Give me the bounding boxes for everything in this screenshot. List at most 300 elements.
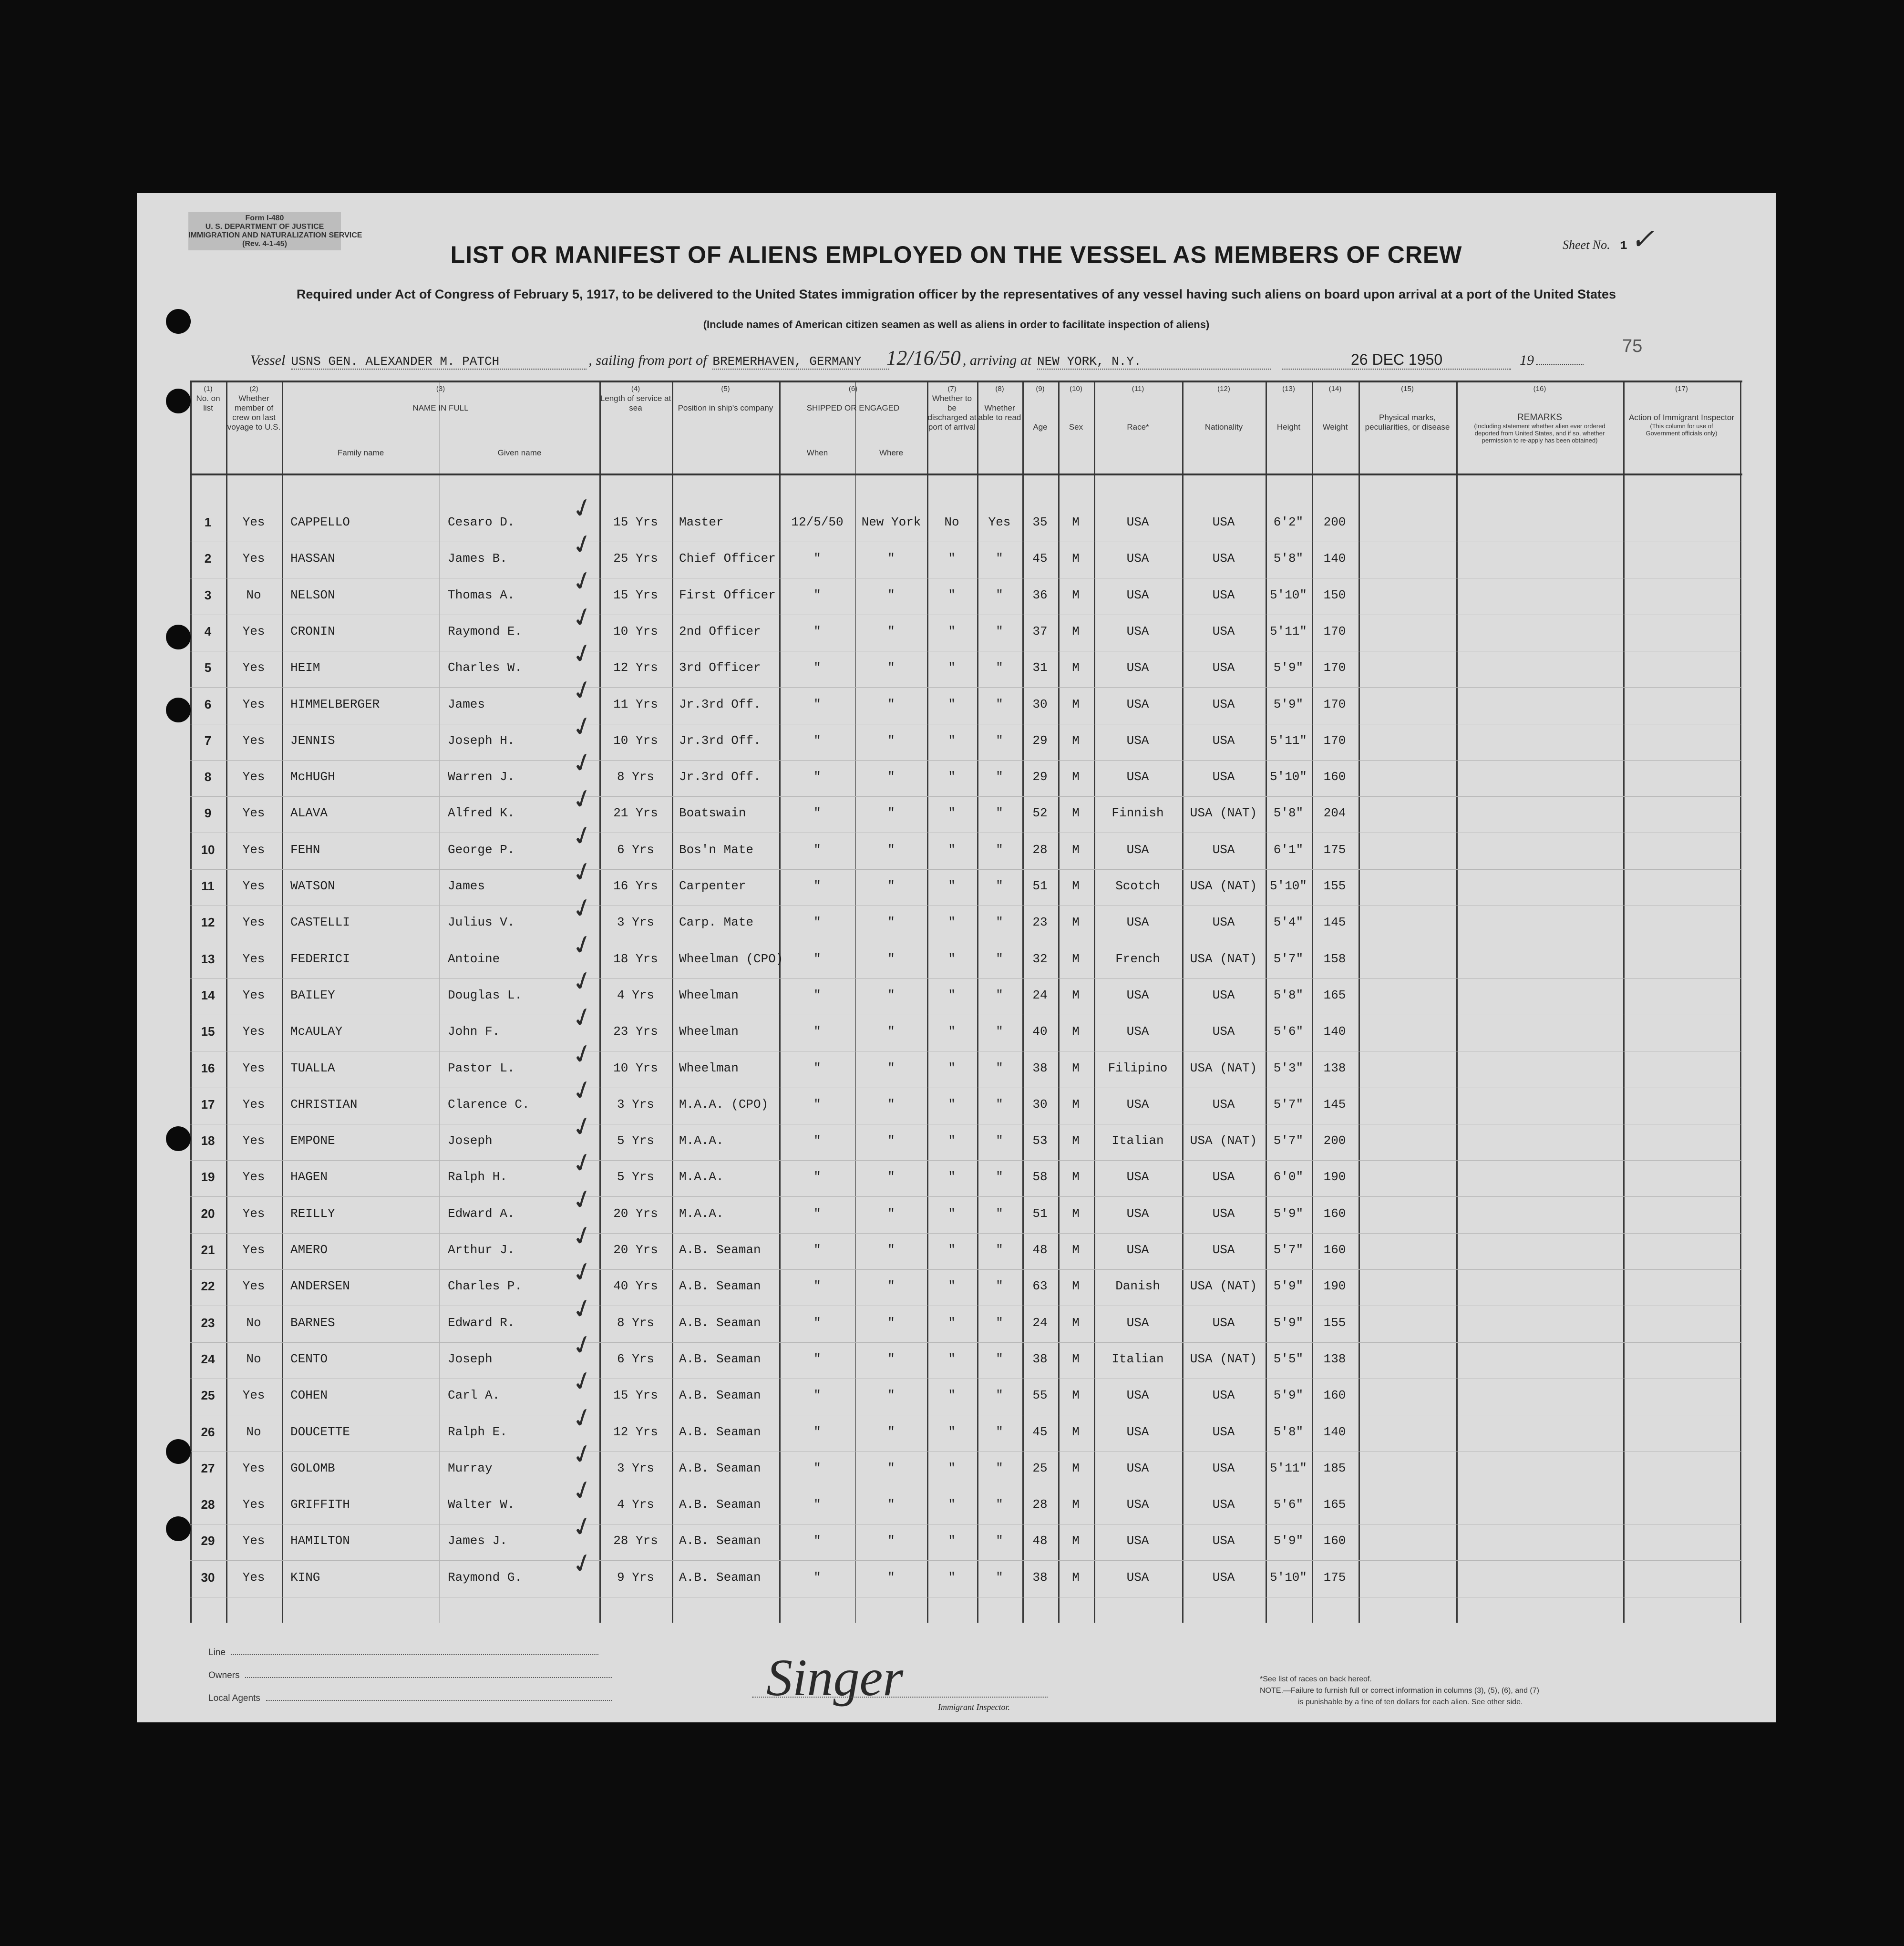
cell-nationality: USA bbox=[1212, 1388, 1235, 1403]
cell-given-name: Joseph H. bbox=[448, 733, 515, 748]
cell-row-number: 11 bbox=[201, 879, 215, 893]
cell-height: 5'7" bbox=[1273, 951, 1304, 966]
row-check-mark: ✓ bbox=[567, 745, 597, 781]
cell-age: 31 bbox=[1032, 660, 1048, 675]
cell-discharged: " bbox=[948, 951, 956, 966]
sailing-date-handwritten: 12/16/50 bbox=[886, 346, 961, 370]
cell-row-number: 29 bbox=[201, 1534, 215, 1548]
cell-age: 23 bbox=[1032, 915, 1048, 930]
cell-race: Danish bbox=[1115, 1279, 1160, 1294]
cell-given-name: Cesaro D. bbox=[448, 515, 515, 529]
cell-height: 5'3" bbox=[1273, 1061, 1304, 1075]
departure-port: BREMERHAVEN, GERMANY bbox=[712, 354, 889, 370]
cell-discharged: " bbox=[948, 879, 956, 893]
cell-shipped-when: " bbox=[813, 1315, 821, 1330]
cell-able-to-read: " bbox=[996, 1388, 1003, 1403]
cell-able-to-read: " bbox=[996, 1024, 1003, 1039]
cell-row-number: 24 bbox=[201, 1351, 215, 1366]
cell-family-name: HAGEN bbox=[290, 1170, 328, 1184]
cell-age: 29 bbox=[1032, 770, 1048, 784]
punch-hole bbox=[166, 1439, 191, 1464]
cell-position: M.A.A. (CPO) bbox=[679, 1097, 769, 1112]
cell-shipped-where: " bbox=[887, 1351, 895, 1366]
cell-family-name: GRIFFITH bbox=[290, 1497, 350, 1512]
cell-crew-last-voyage: Yes bbox=[242, 1497, 265, 1512]
cell-shipped-when: " bbox=[813, 915, 821, 930]
header-when: When bbox=[806, 448, 828, 457]
cell-discharged: " bbox=[948, 1570, 956, 1585]
cell-race: USA bbox=[1126, 1570, 1149, 1585]
inspector-label: Immigrant Inspector. bbox=[938, 1702, 1010, 1712]
vessel-name: USNS GEN. ALEXANDER M. PATCH bbox=[291, 354, 587, 370]
header-col-8: (8) Whether able to read bbox=[978, 385, 1021, 422]
cell-given-name: Raymond E. bbox=[448, 624, 523, 638]
cell-crew-last-voyage: Yes bbox=[242, 515, 265, 529]
cell-crew-last-voyage: Yes bbox=[242, 1170, 265, 1184]
cell-shipped-where: " bbox=[887, 806, 895, 821]
cell-service-length: 12 Yrs bbox=[613, 1424, 658, 1439]
cell-able-to-read: " bbox=[996, 915, 1003, 930]
cell-position: 3rd Officer bbox=[679, 660, 761, 675]
header-given-name: Given name bbox=[497, 448, 542, 457]
cell-race: USA bbox=[1126, 551, 1149, 566]
cell-row-number: 4 bbox=[204, 624, 212, 638]
cell-weight: 170 bbox=[1323, 733, 1346, 748]
row-check-mark: ✓ bbox=[567, 1509, 597, 1544]
cell-family-name: ALAVA bbox=[290, 806, 328, 821]
cell-shipped-when: " bbox=[813, 806, 821, 821]
cell-crew-last-voyage: Yes bbox=[242, 1570, 265, 1585]
cell-race: Finnish bbox=[1112, 806, 1164, 821]
cell-shipped-when: " bbox=[813, 1024, 821, 1039]
cell-position: A.B. Seaman bbox=[679, 1570, 761, 1585]
cell-discharged: " bbox=[948, 733, 956, 748]
cell-height: 5'5" bbox=[1273, 1351, 1304, 1366]
cell-position: Boatswain bbox=[679, 806, 746, 821]
row-check-mark: ✓ bbox=[567, 1545, 597, 1581]
cell-row-number: 16 bbox=[201, 1061, 215, 1075]
cell-shipped-where: " bbox=[887, 842, 895, 857]
cell-family-name: CAPPELLO bbox=[290, 515, 350, 529]
cell-sex: M bbox=[1072, 1133, 1080, 1148]
cell-height: 6'2" bbox=[1273, 515, 1304, 529]
cell-shipped-where: " bbox=[887, 1243, 895, 1257]
row-check-mark: ✓ bbox=[567, 1400, 597, 1435]
cell-sex: M bbox=[1072, 770, 1080, 784]
cell-shipped-when: " bbox=[813, 1279, 821, 1294]
cell-crew-last-voyage: No bbox=[246, 1424, 261, 1439]
cell-position: Wheelman bbox=[679, 1061, 739, 1075]
manifest-table bbox=[190, 381, 1742, 1623]
cell-able-to-read: " bbox=[996, 988, 1003, 1002]
footer-local-agents: Local Agents bbox=[208, 1693, 612, 1704]
cell-weight: 170 bbox=[1323, 624, 1346, 638]
header-col-11: (11) Race* bbox=[1127, 385, 1149, 432]
cell-row-number: 12 bbox=[201, 915, 215, 930]
cell-sex: M bbox=[1072, 1497, 1080, 1512]
cell-discharged: " bbox=[948, 806, 956, 821]
row-check-mark: ✓ bbox=[567, 1436, 597, 1472]
cell-shipped-where: " bbox=[887, 660, 895, 675]
cell-row-number: 28 bbox=[201, 1497, 215, 1512]
cell-weight: 170 bbox=[1323, 660, 1346, 675]
cell-shipped-where: " bbox=[887, 1315, 895, 1330]
cell-discharged: " bbox=[948, 1351, 956, 1366]
form-number: Form I-480 bbox=[245, 214, 284, 222]
row-check-mark: ✓ bbox=[567, 563, 597, 599]
cell-sex: M bbox=[1072, 1424, 1080, 1439]
row-check-mark: ✓ bbox=[567, 1363, 597, 1399]
cell-shipped-when: " bbox=[813, 624, 821, 638]
cell-crew-last-voyage: Yes bbox=[242, 879, 265, 893]
cell-shipped-when: " bbox=[813, 879, 821, 893]
cell-race: USA bbox=[1126, 733, 1149, 748]
cell-discharged: " bbox=[948, 1097, 956, 1112]
header-col-7: (7) Whether to be discharged at port of arrival bbox=[927, 385, 977, 432]
cell-given-name: Joseph bbox=[448, 1133, 493, 1148]
cell-given-name: Julius V. bbox=[448, 915, 515, 930]
cell-given-name: Raymond G. bbox=[448, 1570, 523, 1585]
cell-race: USA bbox=[1126, 1206, 1149, 1221]
cell-shipped-when: " bbox=[813, 988, 821, 1002]
form-revision: (Rev. 4-1-45) bbox=[242, 240, 287, 248]
cell-service-length: 6 Yrs bbox=[617, 1351, 655, 1366]
cell-given-name: Ralph H. bbox=[448, 1170, 507, 1184]
cell-given-name: Arthur J. bbox=[448, 1243, 515, 1257]
row-check-mark: ✓ bbox=[567, 599, 597, 635]
cell-shipped-where: " bbox=[887, 1279, 895, 1294]
cell-height: 5'7" bbox=[1273, 1243, 1304, 1257]
punch-hole bbox=[166, 1516, 191, 1541]
cell-discharged: " bbox=[948, 1061, 956, 1075]
cell-race: Scotch bbox=[1115, 879, 1160, 893]
cell-shipped-where: " bbox=[887, 587, 895, 602]
cell-service-length: 3 Yrs bbox=[617, 915, 655, 930]
cell-weight: 150 bbox=[1323, 587, 1346, 602]
cell-able-to-read: " bbox=[996, 697, 1003, 711]
header-col-17: (17) Action of Immigrant Inspector (This column for use of Government officials only) bbox=[1628, 385, 1735, 437]
cell-shipped-where: " bbox=[887, 1388, 895, 1403]
cell-family-name: HASSAN bbox=[290, 551, 335, 566]
cell-shipped-where: " bbox=[887, 697, 895, 711]
cell-position: M.A.A. bbox=[679, 1206, 724, 1221]
cell-age: 38 bbox=[1032, 1570, 1048, 1585]
cell-weight: 140 bbox=[1323, 551, 1346, 566]
cell-row-number: 19 bbox=[201, 1170, 215, 1184]
cell-discharged: " bbox=[948, 915, 956, 930]
cell-sex: M bbox=[1072, 1315, 1080, 1330]
cell-age: 63 bbox=[1032, 1279, 1048, 1294]
cell-position: A.B. Seaman bbox=[679, 1243, 761, 1257]
cell-given-name: Ralph E. bbox=[448, 1424, 507, 1439]
cell-age: 28 bbox=[1032, 842, 1048, 857]
cell-crew-last-voyage: Yes bbox=[242, 1024, 265, 1039]
cell-row-number: 20 bbox=[201, 1206, 215, 1221]
cell-discharged: " bbox=[948, 1170, 956, 1184]
cell-height: 5'8" bbox=[1273, 988, 1304, 1002]
cell-position: A.B. Seaman bbox=[679, 1388, 761, 1403]
cell-able-to-read: " bbox=[996, 1170, 1003, 1184]
cell-position: Wheelman (CPO) bbox=[679, 951, 783, 966]
cell-able-to-read: " bbox=[996, 951, 1003, 966]
cell-weight: 175 bbox=[1323, 842, 1346, 857]
cell-shipped-where: " bbox=[887, 1061, 895, 1075]
cell-shipped-when: " bbox=[813, 733, 821, 748]
cell-crew-last-voyage: Yes bbox=[242, 1243, 265, 1257]
cell-able-to-read: " bbox=[996, 879, 1003, 893]
sheet-check-mark: ✓ bbox=[1630, 224, 1655, 255]
cell-race: French bbox=[1115, 951, 1160, 966]
cell-shipped-when: 12/5/50 bbox=[791, 515, 844, 529]
cell-given-name: Pastor L. bbox=[448, 1061, 515, 1075]
cell-sex: M bbox=[1072, 697, 1080, 711]
cell-discharged: " bbox=[948, 770, 956, 784]
cell-height: 5'4" bbox=[1273, 915, 1304, 930]
cell-shipped-where: " bbox=[887, 733, 895, 748]
footer-note: *See list of races on back hereof. NOTE.—Failure to furnish full or correct information in columns (3), (5), (6), and (7) is punishable by a fine of ten dollars for each alien. See other side. bbox=[1260, 1675, 1539, 1706]
cell-crew-last-voyage: Yes bbox=[242, 988, 265, 1002]
cell-family-name: WATSON bbox=[290, 879, 335, 893]
cell-weight: 155 bbox=[1323, 1315, 1346, 1330]
cell-position: Carp. Mate bbox=[679, 915, 754, 930]
row-check-mark: ✓ bbox=[567, 927, 597, 963]
header-col-2: (2) Whether member of crew on last voyage to U.S. bbox=[227, 385, 281, 432]
cell-nationality: USA bbox=[1212, 1424, 1235, 1439]
cell-discharged: " bbox=[948, 587, 956, 602]
cell-given-name: Edward R. bbox=[448, 1315, 515, 1330]
cell-shipped-when: " bbox=[813, 1061, 821, 1075]
cell-crew-last-voyage: Yes bbox=[242, 733, 265, 748]
cell-family-name: McHUGH bbox=[290, 770, 335, 784]
cell-service-length: 6 Yrs bbox=[617, 842, 655, 857]
cell-nationality: USA bbox=[1212, 1024, 1235, 1039]
cell-weight: 138 bbox=[1323, 1351, 1346, 1366]
cell-age: 45 bbox=[1032, 551, 1048, 566]
cell-age: 51 bbox=[1032, 879, 1048, 893]
cell-position: A.B. Seaman bbox=[679, 1461, 761, 1475]
cell-height: 5'7" bbox=[1273, 1133, 1304, 1148]
cell-age: 51 bbox=[1032, 1206, 1048, 1221]
year-field bbox=[1536, 364, 1584, 365]
cell-nationality: USA bbox=[1212, 915, 1235, 930]
page-title: LIST OR MANIFEST OF ALIENS EMPLOYED ON THE VESSEL AS MEMBERS OF CREW bbox=[450, 241, 1462, 268]
cell-service-length: 40 Yrs bbox=[613, 1279, 658, 1294]
cell-height: 5'9" bbox=[1273, 697, 1304, 711]
cell-row-number: 22 bbox=[201, 1279, 215, 1294]
cell-family-name: BAILEY bbox=[290, 988, 335, 1002]
cell-row-number: 30 bbox=[201, 1570, 215, 1585]
cell-row-number: 15 bbox=[201, 1024, 215, 1039]
cell-shipped-where: " bbox=[887, 1570, 895, 1585]
cell-position: Jr.3rd Off. bbox=[679, 770, 761, 784]
cell-weight: 160 bbox=[1323, 1243, 1346, 1257]
cell-height: 5'9" bbox=[1273, 1206, 1304, 1221]
cell-sex: M bbox=[1072, 624, 1080, 638]
cell-service-length: 20 Yrs bbox=[613, 1206, 658, 1221]
cell-shipped-where: " bbox=[887, 1461, 895, 1475]
cell-shipped-when: " bbox=[813, 1461, 821, 1475]
cell-row-number: 17 bbox=[201, 1097, 215, 1112]
cell-shipped-where: " bbox=[887, 988, 895, 1002]
cell-given-name: Joseph bbox=[448, 1351, 493, 1366]
row-check-mark: ✓ bbox=[567, 999, 597, 1035]
cell-position: M.A.A. bbox=[679, 1170, 724, 1184]
cell-position: A.B. Seaman bbox=[679, 1424, 761, 1439]
cell-race: USA bbox=[1126, 1424, 1149, 1439]
cell-family-name: McAULAY bbox=[290, 1024, 343, 1039]
cell-sex: M bbox=[1072, 1170, 1080, 1184]
cell-service-length: 15 Yrs bbox=[613, 1388, 658, 1403]
cell-nationality: USA (NAT) bbox=[1190, 879, 1257, 893]
cell-row-number: 7 bbox=[204, 733, 212, 748]
row-check-mark: ✓ bbox=[567, 963, 597, 999]
cell-race: USA bbox=[1126, 1461, 1149, 1475]
cell-discharged: " bbox=[948, 1133, 956, 1148]
cell-sex: M bbox=[1072, 879, 1080, 893]
cell-weight: 140 bbox=[1323, 1424, 1346, 1439]
cell-nationality: USA bbox=[1212, 733, 1235, 748]
cell-discharged: " bbox=[948, 1461, 956, 1475]
cell-family-name: BARNES bbox=[290, 1315, 335, 1330]
header-col-13: (13) Height bbox=[1276, 385, 1301, 432]
cell-position: Chief Officer bbox=[679, 551, 776, 566]
cell-shipped-when: " bbox=[813, 1388, 821, 1403]
cell-able-to-read: " bbox=[996, 1315, 1003, 1330]
cell-able-to-read: " bbox=[996, 1097, 1003, 1112]
stamp-number: 75 bbox=[1622, 336, 1643, 356]
cell-nationality: USA bbox=[1212, 624, 1235, 638]
cell-crew-last-voyage: Yes bbox=[242, 915, 265, 930]
cell-service-length: 4 Yrs bbox=[617, 988, 655, 1002]
cell-position: A.B. Seaman bbox=[679, 1497, 761, 1512]
cell-age: 38 bbox=[1032, 1351, 1048, 1366]
header-col-14: (14) Weight bbox=[1322, 385, 1348, 432]
cell-race: Italian bbox=[1112, 1351, 1164, 1366]
cell-sex: M bbox=[1072, 1388, 1080, 1403]
cell-age: 55 bbox=[1032, 1388, 1048, 1403]
cell-row-number: 23 bbox=[201, 1315, 215, 1330]
cell-nationality: USA (NAT) bbox=[1190, 1351, 1257, 1366]
sheet-number-label: Sheet No. bbox=[1563, 238, 1610, 252]
cell-family-name: JENNIS bbox=[290, 733, 335, 748]
cell-row-number: 9 bbox=[204, 806, 212, 821]
cell-crew-last-voyage: Yes bbox=[242, 1133, 265, 1148]
cell-crew-last-voyage: Yes bbox=[242, 1279, 265, 1294]
cell-age: 37 bbox=[1032, 624, 1048, 638]
arriving-label: , arriving at bbox=[962, 352, 1032, 368]
cell-able-to-read: " bbox=[996, 1279, 1003, 1294]
signature-line bbox=[752, 1697, 1048, 1698]
cell-shipped-where: " bbox=[887, 551, 895, 566]
cell-discharged: " bbox=[948, 551, 956, 566]
cell-nationality: USA bbox=[1212, 1461, 1235, 1475]
cell-crew-last-voyage: Yes bbox=[242, 551, 265, 566]
cell-weight: 175 bbox=[1323, 1570, 1346, 1585]
vessel-label: Vessel bbox=[250, 352, 286, 368]
cell-age: 58 bbox=[1032, 1170, 1048, 1184]
cell-weight: 155 bbox=[1323, 879, 1346, 893]
cell-discharged: " bbox=[948, 697, 956, 711]
row-check-mark: ✓ bbox=[567, 709, 597, 744]
cell-height: 5'9" bbox=[1273, 1279, 1304, 1294]
row-check-mark: ✓ bbox=[567, 1072, 597, 1108]
arrival-date-stamp: 26 DEC 1950 bbox=[1282, 351, 1511, 370]
cell-family-name: COHEN bbox=[290, 1388, 328, 1403]
cell-discharged: " bbox=[948, 1388, 956, 1403]
cell-nationality: USA bbox=[1212, 587, 1235, 602]
cell-nationality: USA (NAT) bbox=[1190, 1279, 1257, 1294]
cell-nationality: USA (NAT) bbox=[1190, 806, 1257, 821]
cell-position: Jr.3rd Off. bbox=[679, 697, 761, 711]
cell-able-to-read: " bbox=[996, 551, 1003, 566]
cell-service-length: 10 Yrs bbox=[613, 624, 658, 638]
cell-height: 5'8" bbox=[1273, 1424, 1304, 1439]
cell-service-length: 8 Yrs bbox=[617, 1315, 655, 1330]
cell-height: 5'10" bbox=[1269, 587, 1307, 602]
year-label: 19 bbox=[1520, 352, 1534, 368]
sailing-label: , sailing from port of bbox=[588, 352, 707, 368]
page-subnote: (Include names of American citizen seamen as well as aliens in order to facilitate inspection of aliens) bbox=[703, 319, 1210, 330]
cell-row-number: 27 bbox=[201, 1461, 215, 1475]
row-check-mark: ✓ bbox=[567, 636, 597, 671]
cell-given-name: Thomas A. bbox=[448, 587, 515, 602]
cell-weight: 190 bbox=[1323, 1279, 1346, 1294]
cell-service-length: 12 Yrs bbox=[613, 660, 658, 675]
form-service: IMMIGRATION AND NATURALIZATION SERVICE bbox=[188, 231, 362, 239]
cell-age: 24 bbox=[1032, 988, 1048, 1002]
cell-crew-last-voyage: Yes bbox=[242, 1061, 265, 1075]
cell-family-name: FEHN bbox=[290, 842, 320, 857]
cell-given-name: Douglas L. bbox=[448, 988, 523, 1002]
cell-family-name: DOUCETTE bbox=[290, 1424, 350, 1439]
cell-discharged: No bbox=[944, 515, 959, 529]
cell-shipped-where: " bbox=[887, 1497, 895, 1512]
cell-nationality: USA bbox=[1212, 1534, 1235, 1548]
cell-service-length: 15 Yrs bbox=[613, 515, 658, 529]
cell-discharged: " bbox=[948, 842, 956, 857]
cell-sex: M bbox=[1072, 988, 1080, 1002]
cell-nationality: USA bbox=[1212, 697, 1235, 711]
cell-crew-last-voyage: Yes bbox=[242, 1388, 265, 1403]
cell-sex: M bbox=[1072, 1461, 1080, 1475]
cell-family-name: EMPONE bbox=[290, 1133, 335, 1148]
vessel-line bbox=[250, 346, 1584, 370]
arrival-port: NEW YORK, N.Y. bbox=[1037, 354, 1271, 370]
cell-nationality: USA bbox=[1212, 1570, 1235, 1585]
cell-able-to-read: " bbox=[996, 1461, 1003, 1475]
cell-discharged: " bbox=[948, 1243, 956, 1257]
header-col-4: (4) Length of service at sea bbox=[600, 385, 671, 412]
cell-service-length: 21 Yrs bbox=[613, 806, 658, 821]
row-check-mark: ✓ bbox=[567, 1291, 597, 1327]
cell-shipped-when: " bbox=[813, 551, 821, 566]
cell-family-name: FEDERICI bbox=[290, 951, 350, 966]
cell-service-length: 15 Yrs bbox=[613, 587, 658, 602]
cell-discharged: " bbox=[948, 660, 956, 675]
cell-height: 5'10" bbox=[1269, 879, 1307, 893]
cell-service-length: 18 Yrs bbox=[613, 951, 658, 966]
cell-shipped-when: " bbox=[813, 1206, 821, 1221]
cell-race: USA bbox=[1126, 660, 1149, 675]
cell-age: 29 bbox=[1032, 733, 1048, 748]
cell-service-length: 25 Yrs bbox=[613, 551, 658, 566]
cell-height: 5'11" bbox=[1269, 733, 1307, 748]
cell-race: USA bbox=[1126, 915, 1149, 930]
cell-shipped-where: " bbox=[887, 915, 895, 930]
cell-able-to-read: " bbox=[996, 1424, 1003, 1439]
cell-weight: 145 bbox=[1323, 1097, 1346, 1112]
row-check-mark: ✓ bbox=[567, 890, 597, 926]
